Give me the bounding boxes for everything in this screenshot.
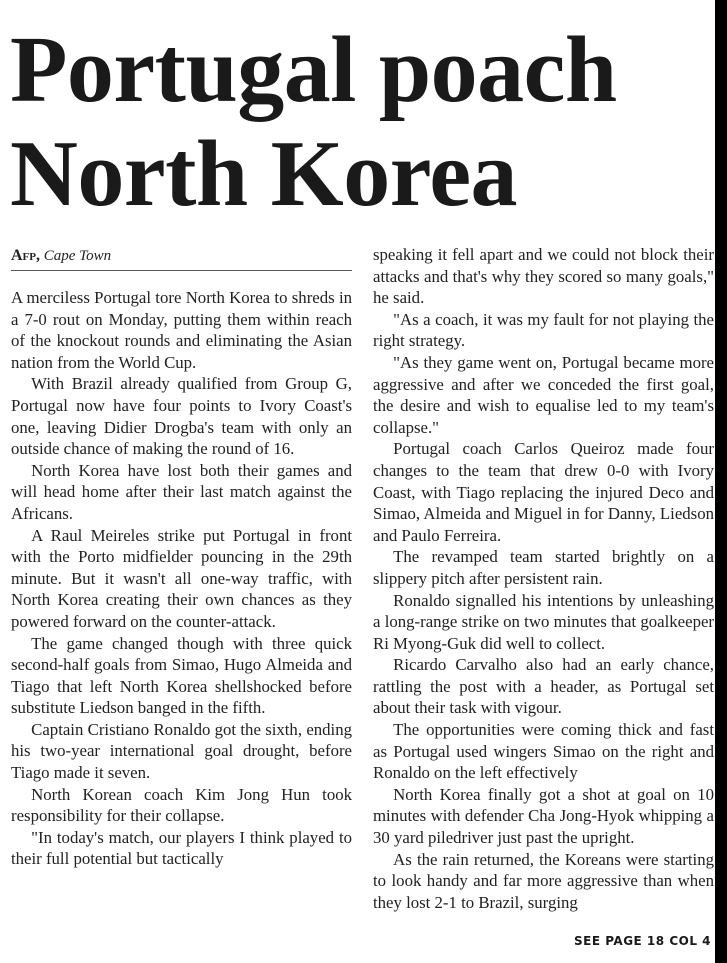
headline bbox=[10, 18, 715, 226]
paragraph: North Korea have lost both their games and will head home after their last match against the Africans. bbox=[11, 460, 352, 523]
page-edge-bar bbox=[715, 0, 727, 963]
paragraph: North Korean coach Kim Jong Hun took responsibility for their collapse. bbox=[11, 784, 352, 826]
paragraph: The opportunities were coming thick and fast as Portugal used wingers Simao on the right and Ronaldo on the left effectively bbox=[373, 720, 714, 783]
headline-line-1: Portugal poach bbox=[10, 18, 617, 122]
paragraph: Portugal coach Carlos Queiroz made four changes to the team that drew 0-0 with Ivory Coast, with Tiago replacing the injured Deco and Simao, Almeida and Miguel in for Danny, Liedson and Paulo Ferreira. bbox=[373, 439, 714, 545]
article-column-1 bbox=[11, 244, 352, 870]
paragraph: "As a coach, it was my fault for not playing the right strategy. bbox=[373, 309, 714, 351]
article-column-2 bbox=[373, 244, 714, 913]
paragraph: A Raul Meireles strike put Portugal in front with the Porto midfielder pouncing in the 29th minute. But it wasn't all one-way traffic, with North Korea creating their own chances as they powered forward on the counter-attack. bbox=[11, 525, 352, 631]
paragraph: "As they game went on, Portugal became more aggressive and after we conceded the first goal, the desire and wish to equalise led to my team's collapse." bbox=[373, 352, 714, 437]
paragraph: The revamped team started brightly on a slippery pitch after persistent rain. bbox=[373, 547, 714, 588]
paragraph: "In today's match, our players I think played to their full potential but tactically bbox=[11, 827, 352, 869]
paragraph: Ricardo Carvalho also had an early chance, rattling the post with a header, as Portugal set about their task with vigour. bbox=[373, 655, 714, 718]
byline-place: Cape Town bbox=[43, 248, 112, 264]
headline-line-2: North Korea bbox=[10, 122, 518, 226]
paragraph: A merciless Portugal tore North Korea to shreds in a 7-0 rout on Monday, putting them within reach of the knockout rounds and eliminating the Asian nation from the World Cup. bbox=[11, 288, 352, 372]
paragraph: Ronaldo signalled his intentions by unleashing a long-range strike on two minutes that goalkeeper Ri Myong-Guk did well to collect. bbox=[373, 590, 714, 653]
paragraph: North Korea finally got a shot at goal on 10 minutes with defender Cha Jong-Hyok whipping a 30 yard piledriver just past the upright. bbox=[373, 784, 714, 848]
paragraph: speaking it fell apart and we could not block their attacks and that's why they scored so many goals," he said. bbox=[373, 245, 714, 308]
byline-source: Afp, bbox=[11, 247, 40, 264]
paragraph: The game changed though with three quick second-half goals from Simao, Hugo Almeida and Tiago that left North Korea shellshocked before substitute Liedson banged in the fifth. bbox=[11, 633, 352, 718]
paragraph: As the rain returned, the Koreans were starting to look handy and far more aggressive than when they lost 2-1 to Brazil, surging bbox=[373, 849, 714, 912]
paragraph: Captain Cristiano Ronaldo got the sixth, ending his two-year international goal drought, before Tiago made it seven. bbox=[11, 719, 352, 783]
paragraph: With Brazil already qualified from Group G, Portugal now have four points to Ivory Coast's one, leaving Didier Drogba's team with only an outside chance of making the round of 16. bbox=[11, 374, 352, 459]
byline bbox=[11, 244, 352, 271]
jump-line: SEE PAGE 18 COL 4 bbox=[574, 934, 711, 948]
